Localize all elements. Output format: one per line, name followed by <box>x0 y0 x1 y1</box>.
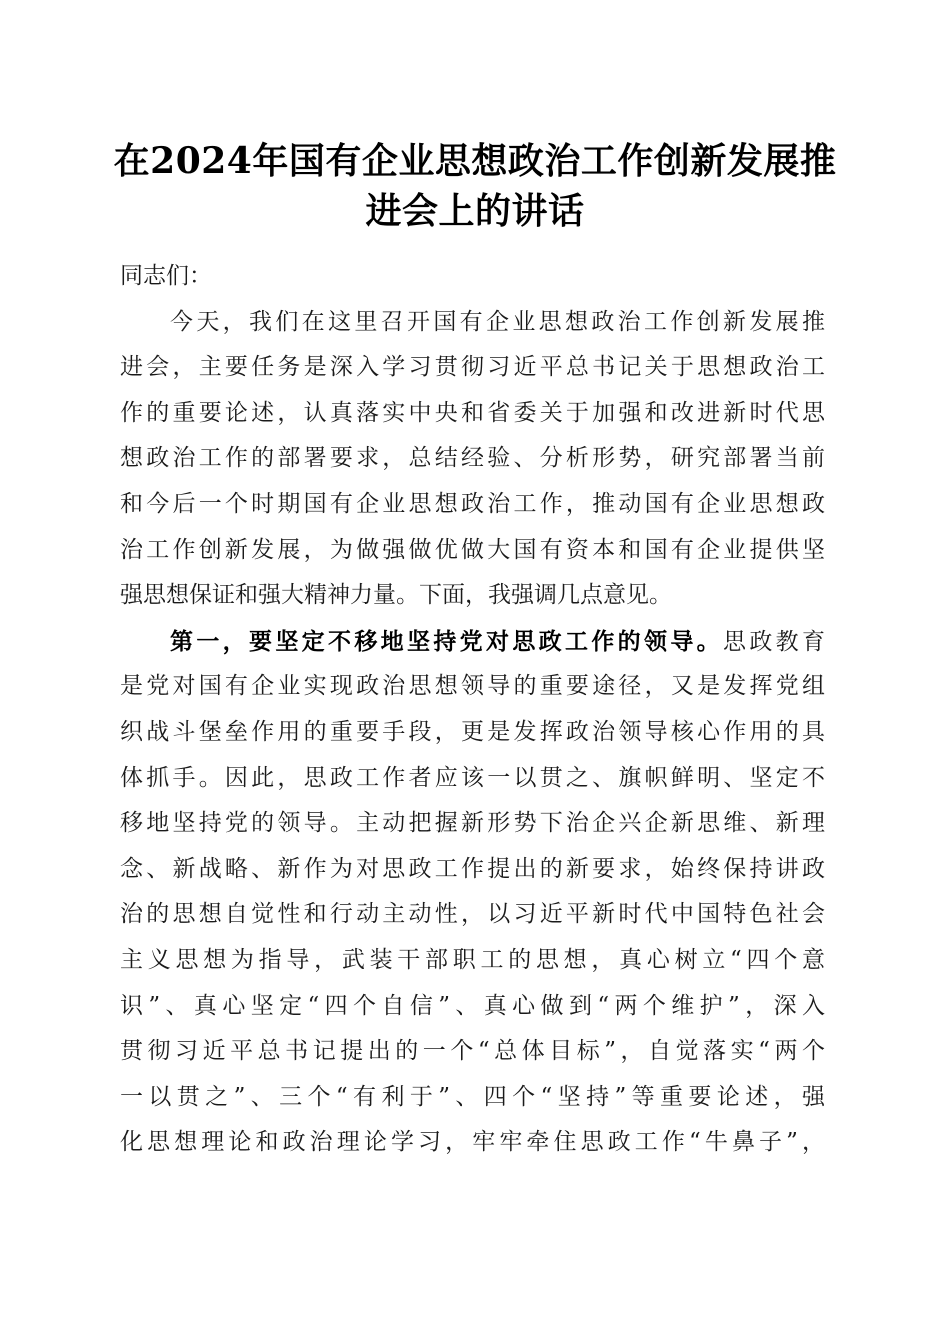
paragraph-line: 治工作创新发展，为做强做优做大国有资本和国有企业提供坚 <box>120 536 825 563</box>
paragraph-2 <box>120 619 825 1166</box>
paragraph-line: 念、新战略、新作为对思政工作提出的新要求，始终保持讲政 <box>120 855 825 882</box>
paragraph-line: 想政治工作的部署要求，总结经验、分析形势，研究部署当前 <box>120 445 825 472</box>
paragraph-line: 织战斗堡垒作用的重要手段，更是发挥政治领导核心作用的具 <box>120 718 825 745</box>
paragraph-1 <box>120 300 825 619</box>
paragraph-line: 一以贯之”、三个“有利于”、四个“坚持”等重要论述，强 <box>120 1083 825 1110</box>
paragraph-line: 和今后一个时期国有企业思想政治工作，推动国有企业思想政 <box>120 490 825 517</box>
section-heading: 第一，要坚定不移地坚持党对思政工作的领导。 <box>170 627 723 655</box>
paragraph-line: 体抓手。因此，思政工作者应该一以贯之、旗帜鲜明、坚定不 <box>120 764 825 791</box>
paragraph-line: 今天，我们在这里召开国有企业思想政治工作创新发展推 <box>170 308 825 335</box>
paragraph-line: 化思想理论和政治理论学习，牢牢牵住思政工作“牛鼻子”， <box>120 1129 825 1156</box>
paragraph-line: 强思想保证和强大精神力量。下面，我强调几点意见。 <box>120 582 672 609</box>
paragraph-text: 思政教育 <box>723 628 825 655</box>
salutation: 同志们： <box>120 263 212 289</box>
paragraph-line: 主义思想为指导，武装干部职工的思想，真心树立“四个意 <box>120 946 825 973</box>
document-body <box>120 254 825 1166</box>
paragraph-first-line <box>120 619 825 665</box>
paragraph-line: 进会，主要任务是深入学习贯彻习近平总书记关于思想政治工 <box>120 354 825 381</box>
paragraph-line: 识”、真心坚定“四个自信”、真心做到“两个维护”，深入 <box>120 992 825 1019</box>
paragraph-line: 治的思想自觉性和行动主动性，以习近平新时代中国特色社会 <box>120 901 825 928</box>
paragraph-line: 贯彻习近平总书记提出的一个“总体目标”，自觉落实“两个 <box>120 1038 825 1065</box>
paragraph-line: 作的重要论述，认真落实中央和省委关于加强和改进新时代思 <box>120 399 825 426</box>
paragraph-line: 是党对国有企业实现政治思想领导的重要途径，又是发挥党组 <box>120 673 825 700</box>
paragraph-line: 移地坚持党的领导。主动把握新形势下治企兴企新思维、新理 <box>120 810 825 837</box>
document-title <box>110 136 840 236</box>
title-line: 进会上的讲话 <box>365 190 585 232</box>
title-line: 在2024年国有企业思想政治工作创新发展推 <box>113 140 837 182</box>
